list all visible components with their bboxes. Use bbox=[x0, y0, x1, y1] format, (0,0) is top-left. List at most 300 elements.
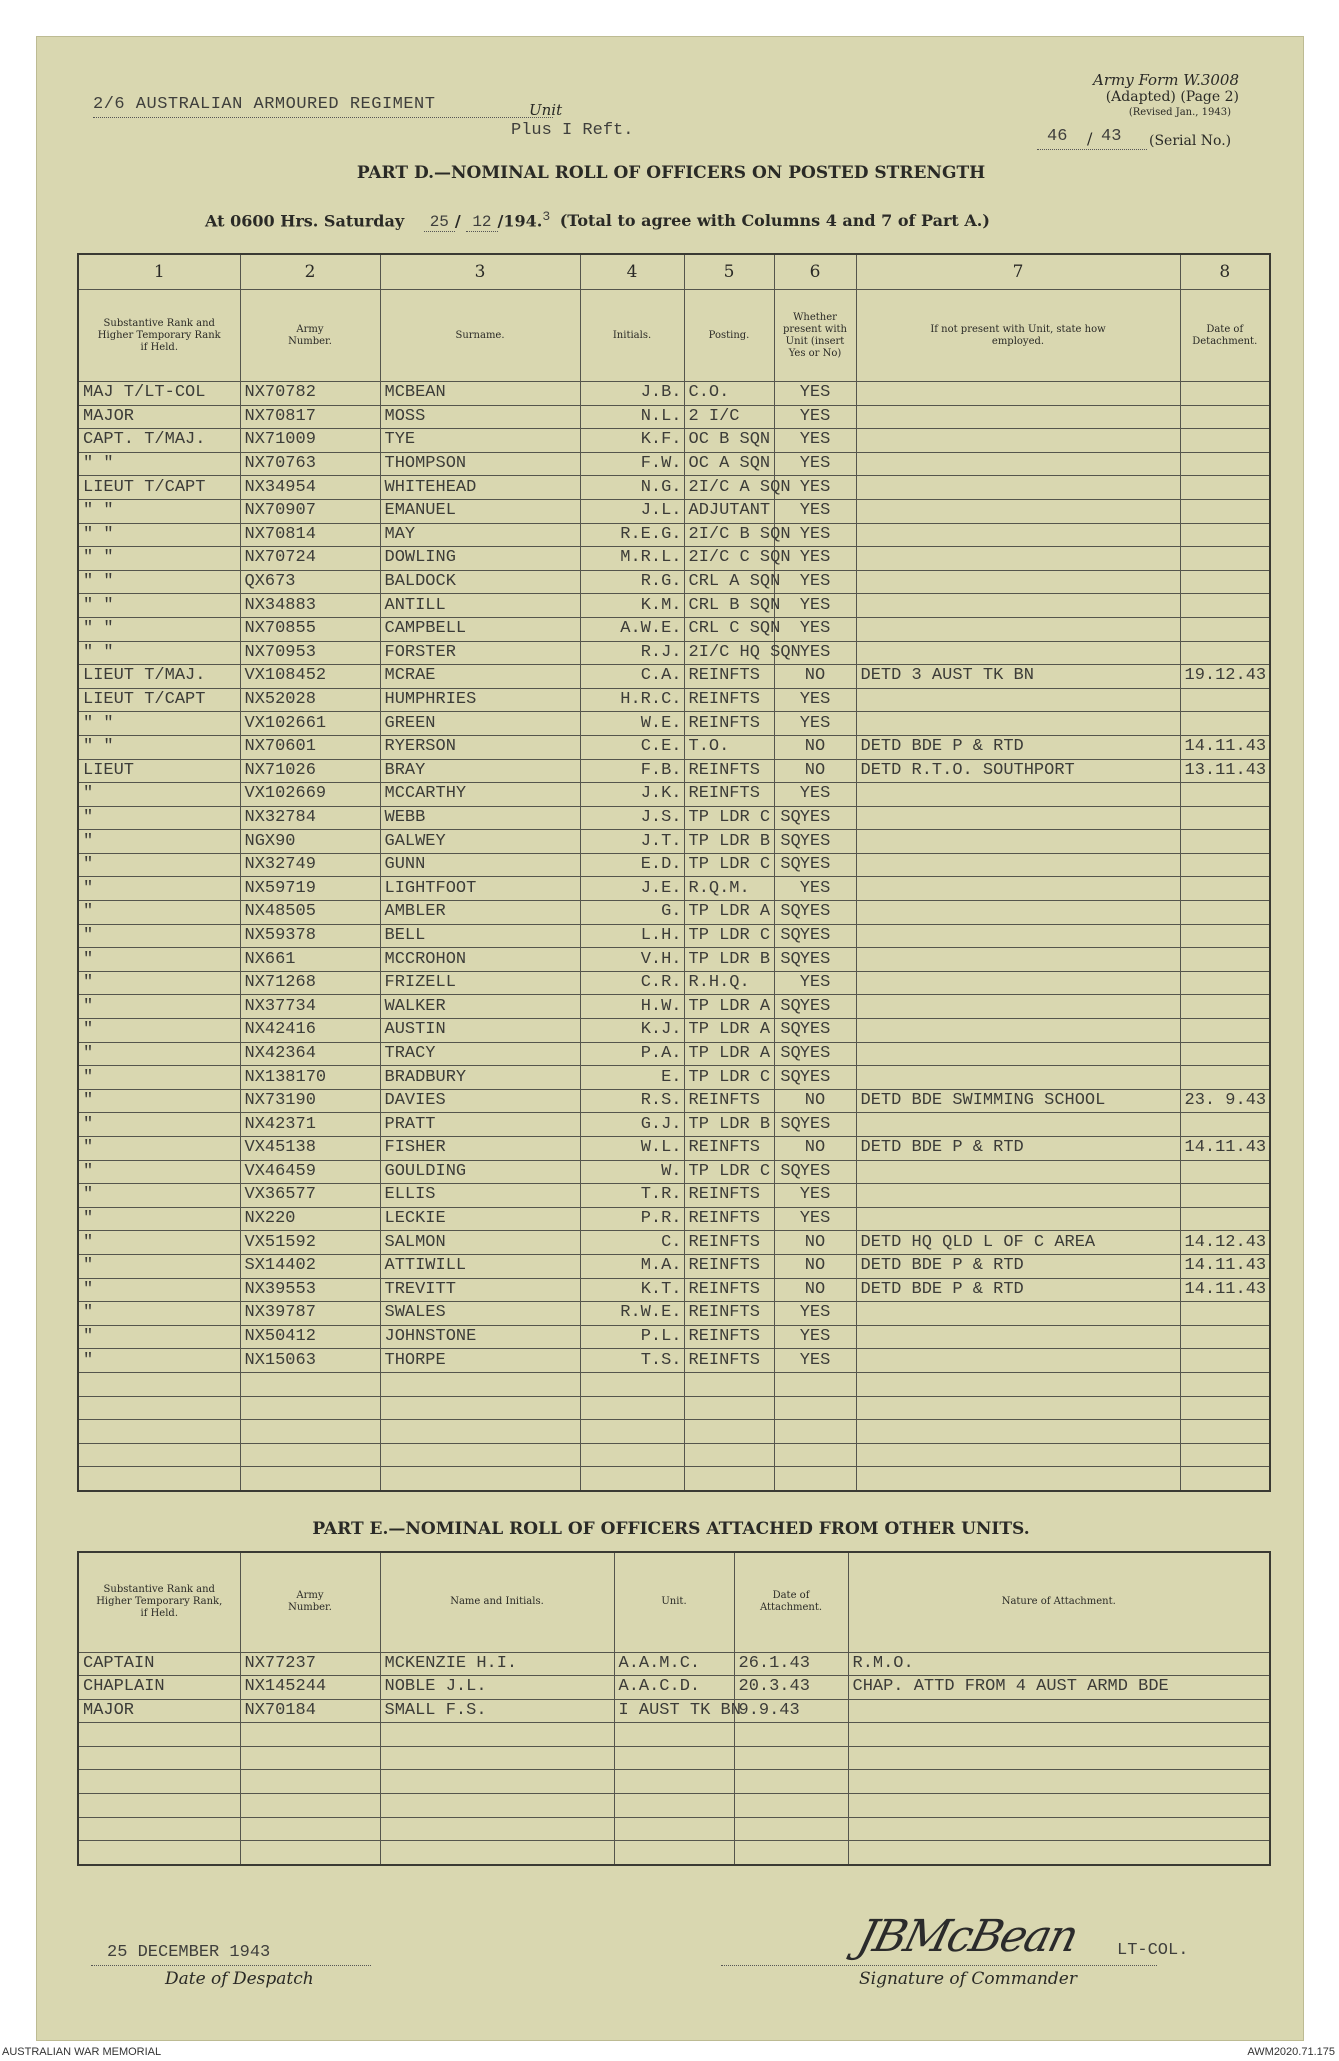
initials-cell: C.R. bbox=[580, 971, 684, 995]
initials-cell: J.T. bbox=[580, 830, 684, 854]
table-row bbox=[78, 547, 1270, 571]
e-rank-cell bbox=[78, 1794, 240, 1818]
e-nature-cell bbox=[848, 1770, 1270, 1794]
surname-cell: CAMPBELL bbox=[380, 617, 580, 641]
table-row bbox=[78, 641, 1270, 665]
initials-cell: J.K. bbox=[580, 783, 684, 807]
employment-cell bbox=[856, 971, 1180, 995]
date-month: 12 bbox=[466, 213, 497, 232]
surname-cell bbox=[380, 1420, 580, 1444]
rank-cell: MAJ T/LT-COL bbox=[78, 382, 240, 406]
army-number-cell: NX70724 bbox=[240, 547, 380, 571]
present-cell: YES bbox=[774, 1349, 856, 1373]
posting-cell bbox=[684, 1443, 774, 1467]
table-row bbox=[78, 1372, 1270, 1396]
surname-cell: MCBEAN bbox=[380, 382, 580, 406]
present-cell: YES bbox=[774, 783, 856, 807]
army-number-cell: NX59378 bbox=[240, 924, 380, 948]
army-number-cell: NGX90 bbox=[240, 830, 380, 854]
detachment-date-cell bbox=[1180, 688, 1270, 712]
posting-cell: REINFTS bbox=[684, 1349, 774, 1373]
present-cell: NO bbox=[774, 1278, 856, 1302]
present-cell: YES bbox=[774, 806, 856, 830]
employment-cell bbox=[856, 452, 1180, 476]
surname-cell bbox=[380, 1467, 580, 1491]
employment-cell: DETD HQ QLD L OF C AREA bbox=[856, 1231, 1180, 1255]
detachment-date-cell: 13.11.43 bbox=[1180, 759, 1270, 783]
detachment-date-cell bbox=[1180, 1042, 1270, 1066]
posting-cell: REINFTS bbox=[684, 759, 774, 783]
part-e-body bbox=[78, 1652, 1270, 1865]
detachment-date-cell bbox=[1180, 570, 1270, 594]
posting-cell: TP LDR C SQ bbox=[684, 924, 774, 948]
employment-cell bbox=[856, 1160, 1180, 1184]
army-number-cell: NX70953 bbox=[240, 641, 380, 665]
present-cell: YES bbox=[774, 1113, 856, 1137]
posting-cell: REINFTS bbox=[684, 1278, 774, 1302]
e-header-army-number: Army Number. bbox=[240, 1552, 380, 1652]
initials-cell: W. bbox=[580, 1160, 684, 1184]
initials-cell: W.E. bbox=[580, 712, 684, 736]
army-number-cell: VX102669 bbox=[240, 783, 380, 807]
present-cell: NO bbox=[774, 665, 856, 689]
present-cell: YES bbox=[774, 830, 856, 854]
table-row bbox=[78, 523, 1270, 547]
posting-cell: OC B SQN bbox=[684, 429, 774, 453]
e-unit-cell bbox=[614, 1770, 734, 1794]
table-row bbox=[78, 1207, 1270, 1231]
table-row bbox=[78, 688, 1270, 712]
surname-cell: SALMON bbox=[380, 1231, 580, 1255]
table-row bbox=[78, 783, 1270, 807]
employment-cell bbox=[856, 1113, 1180, 1137]
present-cell: YES bbox=[774, 1042, 856, 1066]
present-cell: YES bbox=[774, 1207, 856, 1231]
rank-cell bbox=[78, 1396, 240, 1420]
detachment-date-cell bbox=[1180, 1160, 1270, 1184]
posting-cell: 2I/C B SQN bbox=[684, 523, 774, 547]
employment-cell bbox=[856, 499, 1180, 523]
army-number-cell: NX39787 bbox=[240, 1302, 380, 1326]
posting-cell: REINFTS bbox=[684, 665, 774, 689]
header-date-detachment: Date of Detachment. bbox=[1180, 290, 1270, 382]
initials-cell: R.E.G. bbox=[580, 523, 684, 547]
present-cell: YES bbox=[774, 901, 856, 925]
e-nature-cell bbox=[848, 1699, 1270, 1723]
rank-cell bbox=[78, 1420, 240, 1444]
reinforcement: Plus I Reft. bbox=[511, 121, 634, 140]
table-row bbox=[78, 735, 1270, 759]
initials-cell: R.G. bbox=[580, 570, 684, 594]
posting-cell: TP LDR A SQ bbox=[684, 901, 774, 925]
e-date-cell: 26.1.43 bbox=[734, 1652, 848, 1676]
posting-cell: REINFTS bbox=[684, 1089, 774, 1113]
table-row bbox=[78, 1420, 1270, 1444]
rank-cell: " " bbox=[78, 499, 240, 523]
employment-cell bbox=[856, 641, 1180, 665]
rank-cell: " bbox=[78, 1302, 240, 1326]
table-row bbox=[78, 712, 1270, 736]
initials-cell: R.J. bbox=[580, 641, 684, 665]
e-date-cell: 9.9.43 bbox=[734, 1699, 848, 1723]
table-row bbox=[78, 901, 1270, 925]
employment-cell bbox=[856, 1019, 1180, 1043]
surname-cell: MOSS bbox=[380, 405, 580, 429]
army-number-cell: NX70855 bbox=[240, 617, 380, 641]
present-cell: NO bbox=[774, 759, 856, 783]
employment-cell: DETD BDE P & RTD bbox=[856, 1278, 1180, 1302]
employment-cell bbox=[856, 1349, 1180, 1373]
commander-signature: JBMcBean bbox=[852, 1911, 1082, 1962]
detachment-date-cell: 14.11.43 bbox=[1180, 735, 1270, 759]
table-row bbox=[78, 1467, 1270, 1491]
unit-label: Unit bbox=[529, 101, 563, 119]
employment-cell bbox=[856, 476, 1180, 500]
surname-cell: THOMPSON bbox=[380, 452, 580, 476]
date-year-suffix: 3 bbox=[542, 209, 551, 224]
total-note: (Total to agree with Columns 4 and 7 of Part A.) bbox=[559, 211, 990, 231]
detachment-date-cell bbox=[1180, 948, 1270, 972]
rank-cell: " bbox=[78, 1278, 240, 1302]
surname-cell: MCCARTHY bbox=[380, 783, 580, 807]
army-number-cell bbox=[240, 1467, 380, 1491]
e-header-rank: Substantive Rank and Higher Temporary Rank, if Held. bbox=[78, 1552, 240, 1652]
army-number-cell: NX32784 bbox=[240, 806, 380, 830]
employment-cell bbox=[856, 806, 1180, 830]
posting-cell: CRL B SQN bbox=[684, 594, 774, 618]
table-row bbox=[78, 1066, 1270, 1090]
e-nature-cell bbox=[848, 1746, 1270, 1770]
army-number-cell: NX73190 bbox=[240, 1089, 380, 1113]
col-number: 7 bbox=[856, 254, 1180, 290]
posting-cell: TP LDR A SQ bbox=[684, 995, 774, 1019]
detachment-date-cell: 19.12.43 bbox=[1180, 665, 1270, 689]
army-number-cell: QX673 bbox=[240, 570, 380, 594]
e-unit-cell: A.A.M.C. bbox=[614, 1652, 734, 1676]
army-number-cell: NX42364 bbox=[240, 1042, 380, 1066]
e-date-cell bbox=[734, 1746, 848, 1770]
e-name-cell bbox=[380, 1817, 614, 1841]
employment-cell bbox=[856, 1396, 1180, 1420]
surname-cell: HUMPHRIES bbox=[380, 688, 580, 712]
e-army-number-cell bbox=[240, 1841, 380, 1865]
rank-cell: " bbox=[78, 948, 240, 972]
present-cell: YES bbox=[774, 382, 856, 406]
col-number: 6 bbox=[774, 254, 856, 290]
posting-cell bbox=[684, 1372, 774, 1396]
posting-cell: C.O. bbox=[684, 382, 774, 406]
posting-cell: TP LDR C SQ bbox=[684, 853, 774, 877]
employment-cell bbox=[856, 688, 1180, 712]
present-cell bbox=[774, 1443, 856, 1467]
detachment-date-cell bbox=[1180, 995, 1270, 1019]
e-unit-cell: I AUST TK BN bbox=[614, 1699, 734, 1723]
surname-cell: AMBLER bbox=[380, 901, 580, 925]
employment-cell bbox=[856, 1372, 1180, 1396]
posting-cell: TP LDR B SQ bbox=[684, 830, 774, 854]
posting-cell: CRL C SQN bbox=[684, 617, 774, 641]
e-unit-cell: A.A.C.D. bbox=[614, 1676, 734, 1700]
rank-cell: " bbox=[78, 1019, 240, 1043]
surname-cell: RYERSON bbox=[380, 735, 580, 759]
present-cell: YES bbox=[774, 971, 856, 995]
e-rank-cell: MAJOR bbox=[78, 1699, 240, 1723]
present-cell: YES bbox=[774, 924, 856, 948]
surname-cell: WHITEHEAD bbox=[380, 476, 580, 500]
rank-cell: " bbox=[78, 1066, 240, 1090]
col-number: 3 bbox=[380, 254, 580, 290]
serial-label: (Serial No.) bbox=[1149, 133, 1232, 149]
e-date-cell bbox=[734, 1794, 848, 1818]
rank-cell: " bbox=[78, 1113, 240, 1137]
posting-cell: REINFTS bbox=[684, 1231, 774, 1255]
e-rank-cell: CAPTAIN bbox=[78, 1652, 240, 1676]
table-row bbox=[78, 1699, 1270, 1723]
army-number-cell bbox=[240, 1396, 380, 1420]
rank-cell: " " bbox=[78, 547, 240, 571]
rank-cell: " " bbox=[78, 712, 240, 736]
e-name-cell: NOBLE J.L. bbox=[380, 1676, 614, 1700]
table-row bbox=[78, 759, 1270, 783]
initials-cell: R.W.E. bbox=[580, 1302, 684, 1326]
detachment-date-cell bbox=[1180, 1207, 1270, 1231]
army-number-cell: NX34954 bbox=[240, 476, 380, 500]
posting-cell: ADJUTANT bbox=[684, 499, 774, 523]
rank-cell: " " bbox=[78, 570, 240, 594]
e-nature-cell: R.M.O. bbox=[848, 1652, 1270, 1676]
part-d-title: PART D.—NOMINAL ROLL OF OFFICERS ON POSTED STRENGTH bbox=[356, 163, 986, 183]
table-row bbox=[78, 1676, 1270, 1700]
table-row bbox=[78, 1278, 1270, 1302]
surname-cell: MAY bbox=[380, 523, 580, 547]
army-number-cell: NX220 bbox=[240, 1207, 380, 1231]
posting-cell: REINFTS bbox=[684, 1184, 774, 1208]
table-row bbox=[78, 1254, 1270, 1278]
present-cell: YES bbox=[774, 712, 856, 736]
table-row bbox=[78, 429, 1270, 453]
present-cell: YES bbox=[774, 405, 856, 429]
e-army-number-cell bbox=[240, 1723, 380, 1747]
detachment-date-cell bbox=[1180, 1066, 1270, 1090]
table-row bbox=[78, 617, 1270, 641]
detachment-date-cell bbox=[1180, 1184, 1270, 1208]
initials-cell: J.B. bbox=[580, 382, 684, 406]
army-number-cell: VX51592 bbox=[240, 1231, 380, 1255]
e-army-number-cell bbox=[240, 1770, 380, 1794]
employment-cell bbox=[856, 1066, 1180, 1090]
rank-cell: CAPT. T/MAJ. bbox=[78, 429, 240, 453]
rank-cell: " bbox=[78, 995, 240, 1019]
initials-cell: T.S. bbox=[580, 1349, 684, 1373]
table-row bbox=[78, 1113, 1270, 1137]
posting-cell: TP LDR B SQ bbox=[684, 1113, 774, 1137]
present-cell: YES bbox=[774, 476, 856, 500]
rank-cell: " " bbox=[78, 735, 240, 759]
present-cell: YES bbox=[774, 1302, 856, 1326]
table-row bbox=[78, 971, 1270, 995]
header-surname: Surname. bbox=[380, 290, 580, 382]
detachment-date-cell bbox=[1180, 1349, 1270, 1373]
surname-cell: GREEN bbox=[380, 712, 580, 736]
col-number: 5 bbox=[684, 254, 774, 290]
posting-cell: REINFTS bbox=[684, 1302, 774, 1326]
surname-cell: TRACY bbox=[380, 1042, 580, 1066]
e-nature-cell bbox=[848, 1817, 1270, 1841]
rank-cell: " bbox=[78, 830, 240, 854]
table-row bbox=[78, 1746, 1270, 1770]
despatch-underline bbox=[91, 1965, 371, 1966]
present-cell: NO bbox=[774, 735, 856, 759]
rank-cell: " bbox=[78, 1349, 240, 1373]
detachment-date-cell: 14.11.43 bbox=[1180, 1278, 1270, 1302]
employment-cell bbox=[856, 853, 1180, 877]
detachment-date-cell bbox=[1180, 547, 1270, 571]
initials-cell: K.J. bbox=[580, 1019, 684, 1043]
employment-cell: DETD BDE SWIMMING SCHOOL bbox=[856, 1089, 1180, 1113]
e-rank-cell: CHAPLAIN bbox=[78, 1676, 240, 1700]
initials-cell: J.L. bbox=[580, 499, 684, 523]
posting-cell: R.H.Q. bbox=[684, 971, 774, 995]
posting-cell: OC A SQN bbox=[684, 452, 774, 476]
detachment-date-cell bbox=[1180, 476, 1270, 500]
posting-cell: TP LDR A SQ bbox=[684, 1019, 774, 1043]
rank-cell: " bbox=[78, 1207, 240, 1231]
surname-cell: PRATT bbox=[380, 1113, 580, 1137]
employment-cell: DETD 3 AUST TK BN bbox=[856, 665, 1180, 689]
detachment-date-cell bbox=[1180, 594, 1270, 618]
initials-cell bbox=[580, 1467, 684, 1491]
e-unit-cell bbox=[614, 1841, 734, 1865]
rank-cell: " bbox=[78, 901, 240, 925]
present-cell: YES bbox=[774, 948, 856, 972]
e-nature-cell bbox=[848, 1794, 1270, 1818]
e-date-cell: 20.3.43 bbox=[734, 1676, 848, 1700]
detachment-date-cell bbox=[1180, 830, 1270, 854]
army-number-cell: NX661 bbox=[240, 948, 380, 972]
rank-cell: " " bbox=[78, 594, 240, 618]
army-number-cell: VX36577 bbox=[240, 1184, 380, 1208]
detachment-date-cell bbox=[1180, 1113, 1270, 1137]
surname-cell: FRIZELL bbox=[380, 971, 580, 995]
surname-cell: BRADBURY bbox=[380, 1066, 580, 1090]
detachment-date-cell bbox=[1180, 641, 1270, 665]
table-row bbox=[78, 853, 1270, 877]
rank-cell: " bbox=[78, 924, 240, 948]
e-date-cell bbox=[734, 1817, 848, 1841]
army-number-cell: SX14402 bbox=[240, 1254, 380, 1278]
detachment-date-cell bbox=[1180, 783, 1270, 807]
e-header-nature: Nature of Attachment. bbox=[848, 1552, 1270, 1652]
present-cell: YES bbox=[774, 688, 856, 712]
e-army-number-cell bbox=[240, 1794, 380, 1818]
surname-cell: THORPE bbox=[380, 1349, 580, 1373]
initials-cell: K.T. bbox=[580, 1278, 684, 1302]
detachment-date-cell bbox=[1180, 1420, 1270, 1444]
header-rank: Substantive Rank and Higher Temporary Rank if Held. bbox=[78, 290, 240, 382]
e-date-cell bbox=[734, 1841, 848, 1865]
header-army-number: Army Number. bbox=[240, 290, 380, 382]
army-number-cell: NX42416 bbox=[240, 1019, 380, 1043]
detachment-date-cell bbox=[1180, 1443, 1270, 1467]
army-number-cell bbox=[240, 1420, 380, 1444]
present-cell: YES bbox=[774, 853, 856, 877]
posting-cell: TP LDR A SQ bbox=[684, 1042, 774, 1066]
employment-cell bbox=[856, 547, 1180, 571]
initials-cell: C. bbox=[580, 1231, 684, 1255]
table-row bbox=[78, 665, 1270, 689]
army-number-cell: NX70763 bbox=[240, 452, 380, 476]
present-cell: NO bbox=[774, 1089, 856, 1113]
rank-cell: " bbox=[78, 1042, 240, 1066]
e-header-name: Name and Initials. bbox=[380, 1552, 614, 1652]
table-row bbox=[78, 1349, 1270, 1373]
e-army-number-cell bbox=[240, 1746, 380, 1770]
army-number-cell: NX42371 bbox=[240, 1113, 380, 1137]
present-cell: NO bbox=[774, 1254, 856, 1278]
surname-cell: BELL bbox=[380, 924, 580, 948]
initials-cell: N.G. bbox=[580, 476, 684, 500]
surname-cell: TYE bbox=[380, 429, 580, 453]
army-number-cell: NX70782 bbox=[240, 382, 380, 406]
initials-cell: H.W. bbox=[580, 995, 684, 1019]
army-number-cell bbox=[240, 1372, 380, 1396]
detachment-date-cell bbox=[1180, 429, 1270, 453]
detachment-date-cell bbox=[1180, 617, 1270, 641]
present-cell: YES bbox=[774, 1184, 856, 1208]
form-revised: (Revised Jan., 1943) bbox=[1128, 107, 1231, 118]
table-row bbox=[78, 476, 1270, 500]
detachment-date-cell bbox=[1180, 924, 1270, 948]
present-cell: YES bbox=[774, 452, 856, 476]
initials-cell: H.R.C. bbox=[580, 688, 684, 712]
table-row bbox=[78, 1137, 1270, 1161]
table-row bbox=[78, 1396, 1270, 1420]
table-row bbox=[78, 924, 1270, 948]
initials-cell: E. bbox=[580, 1066, 684, 1090]
present-cell: NO bbox=[774, 1137, 856, 1161]
col-number: 8 bbox=[1180, 254, 1270, 290]
e-rank-cell bbox=[78, 1746, 240, 1770]
rank-cell: LIEUT T/MAJ. bbox=[78, 665, 240, 689]
present-cell: YES bbox=[774, 641, 856, 665]
part-e-title: PART E.—NOMINAL ROLL OF OFFICERS ATTACHED FROM OTHER UNITS. bbox=[312, 1519, 1030, 1539]
initials-cell bbox=[580, 1372, 684, 1396]
rank-cell: MAJOR bbox=[78, 405, 240, 429]
table-row bbox=[78, 1841, 1270, 1865]
form-sheet bbox=[36, 36, 1304, 2041]
detachment-date-cell bbox=[1180, 1019, 1270, 1043]
table-row bbox=[78, 1019, 1270, 1043]
detachment-date-cell bbox=[1180, 499, 1270, 523]
employment-cell bbox=[856, 995, 1180, 1019]
serial-underline bbox=[1037, 149, 1147, 150]
initials-cell: M.R.L. bbox=[580, 547, 684, 571]
employment-cell bbox=[856, 901, 1180, 925]
detachment-date-cell bbox=[1180, 971, 1270, 995]
employment-cell bbox=[856, 877, 1180, 901]
employment-cell bbox=[856, 1467, 1180, 1491]
present-cell: YES bbox=[774, 499, 856, 523]
employment-cell bbox=[856, 948, 1180, 972]
initials-cell: C.E. bbox=[580, 735, 684, 759]
initials-cell: K.F. bbox=[580, 429, 684, 453]
employment-cell bbox=[856, 1302, 1180, 1326]
posting-cell bbox=[684, 1467, 774, 1491]
initials-cell: J.S. bbox=[580, 806, 684, 830]
e-unit-cell bbox=[614, 1746, 734, 1770]
e-rank-cell bbox=[78, 1770, 240, 1794]
employment-cell bbox=[856, 617, 1180, 641]
